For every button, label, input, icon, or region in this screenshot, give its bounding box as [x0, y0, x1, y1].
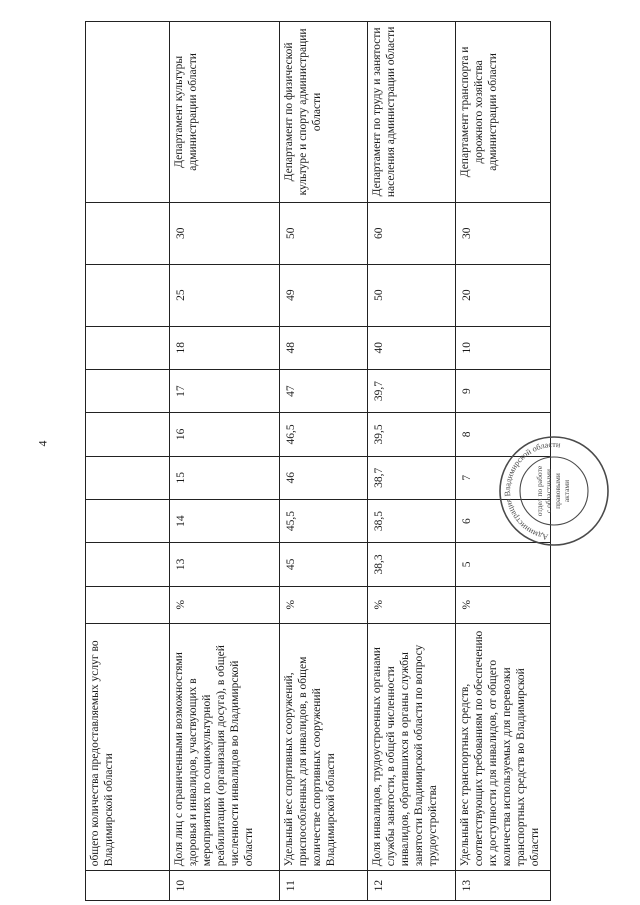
value-cell: 39,7	[368, 369, 456, 412]
executor-cell: Департамент транспорта и дорожного хозяйства администрации области	[456, 22, 551, 203]
row-number-cell	[86, 871, 170, 901]
value-cell: 60	[368, 202, 456, 264]
executor-cell: Департамент по физической культуре и спорту администрации области	[280, 22, 368, 203]
indicators-table	[85, 21, 551, 901]
value-cell: 38,3	[368, 543, 456, 586]
value-cell: 30	[170, 202, 280, 264]
row-number-cell: 10	[170, 871, 280, 901]
indicator-cell: Удельный вес спортивных сооружений, приспособленных для инвалидов, в общем количестве спортивных сооружений Владимирской области	[280, 623, 368, 871]
value-cell: 8	[456, 413, 551, 456]
value-cell: 47	[280, 369, 368, 412]
value-cell: 40	[368, 326, 456, 369]
value-cell	[86, 326, 170, 369]
stamp-line: актами	[562, 479, 571, 503]
value-cell: 14	[170, 499, 280, 542]
value-cell: 38,7	[368, 456, 456, 499]
executor-cell	[86, 22, 170, 203]
unit-cell: %	[280, 586, 368, 623]
row-number-cell: 13	[456, 871, 551, 901]
value-cell: 45	[280, 543, 368, 586]
value-cell	[86, 369, 170, 412]
svg-text:отдел по работес областнымипра	[535, 465, 571, 516]
value-cell: 9	[456, 369, 551, 412]
table-body	[86, 22, 551, 901]
value-cell	[86, 202, 170, 264]
value-cell: 46,5	[280, 413, 368, 456]
value-cell: 13	[170, 543, 280, 586]
table-row	[86, 22, 170, 901]
table-row	[170, 22, 280, 901]
official-seal	[498, 435, 610, 547]
value-cell: 15	[170, 456, 280, 499]
indicator-cell: общего количества предоставляемых услуг во Владимирской области	[86, 623, 170, 871]
table-row	[280, 22, 368, 901]
page-number: 4	[35, 440, 50, 447]
row-number-cell: 12	[368, 871, 456, 901]
value-cell: 38,5	[368, 499, 456, 542]
value-cell: 46	[280, 456, 368, 499]
value-cell: 17	[170, 369, 280, 412]
stamp-line: правовыми	[553, 473, 562, 509]
indicator-cell: Удельный вес транспортных средств, соответствующих требованиям по обеспечению их доступности для инвалидов, от общего количества используемых для перевозки транспортных средств во Владимирской области	[456, 623, 551, 871]
value-cell: 39,5	[368, 413, 456, 456]
row-number-cell: 11	[280, 871, 368, 901]
value-cell	[86, 543, 170, 586]
indicator-cell: Доля инвалидов, трудоустроенных органами службы занятости, в общей численности инвалидов, обратившихся в органы службы занятости Владимирской области по вопросу трудоустройства	[368, 623, 456, 871]
value-cell: 45,5	[280, 499, 368, 542]
executor-cell: Департамент культуры администрации области	[170, 22, 280, 203]
value-cell: 50	[368, 264, 456, 326]
value-cell: 7	[456, 456, 551, 499]
value-cell: 50	[280, 202, 368, 264]
value-cell: 25	[170, 264, 280, 326]
stamp-inner-text	[535, 465, 571, 516]
unit-cell	[86, 586, 170, 623]
value-cell	[86, 499, 170, 542]
value-cell: 49	[280, 264, 368, 326]
value-cell: 16	[170, 413, 280, 456]
stamp-line: с областными	[544, 468, 553, 514]
stamp-ring-text: Администрация Владимирской области	[502, 439, 561, 542]
value-cell	[86, 413, 170, 456]
value-cell: 10	[456, 326, 551, 369]
indicator-cell: Доля лиц с ограниченными возможностями здоровья и инвалидов, участвующих в мероприятиях по социокультурной реабилитации (организация досуга), в общей численности инвалидов во Владимирской области	[170, 623, 280, 871]
rotated-page-content	[85, 0, 545, 905]
executor-cell: Департамент по труду и занятости населения администрации области	[368, 22, 456, 203]
value-cell: 18	[170, 326, 280, 369]
table-row	[368, 22, 456, 901]
value-cell: 30	[456, 202, 551, 264]
value-cell: 5	[456, 543, 551, 586]
value-cell	[86, 264, 170, 326]
value-cell	[86, 456, 170, 499]
unit-cell: %	[456, 586, 551, 623]
unit-cell: %	[368, 586, 456, 623]
value-cell: 20	[456, 264, 551, 326]
unit-cell: %	[170, 586, 280, 623]
value-cell: 6	[456, 499, 551, 542]
value-cell: 48	[280, 326, 368, 369]
stamp-line: отдел по работе	[535, 465, 544, 517]
